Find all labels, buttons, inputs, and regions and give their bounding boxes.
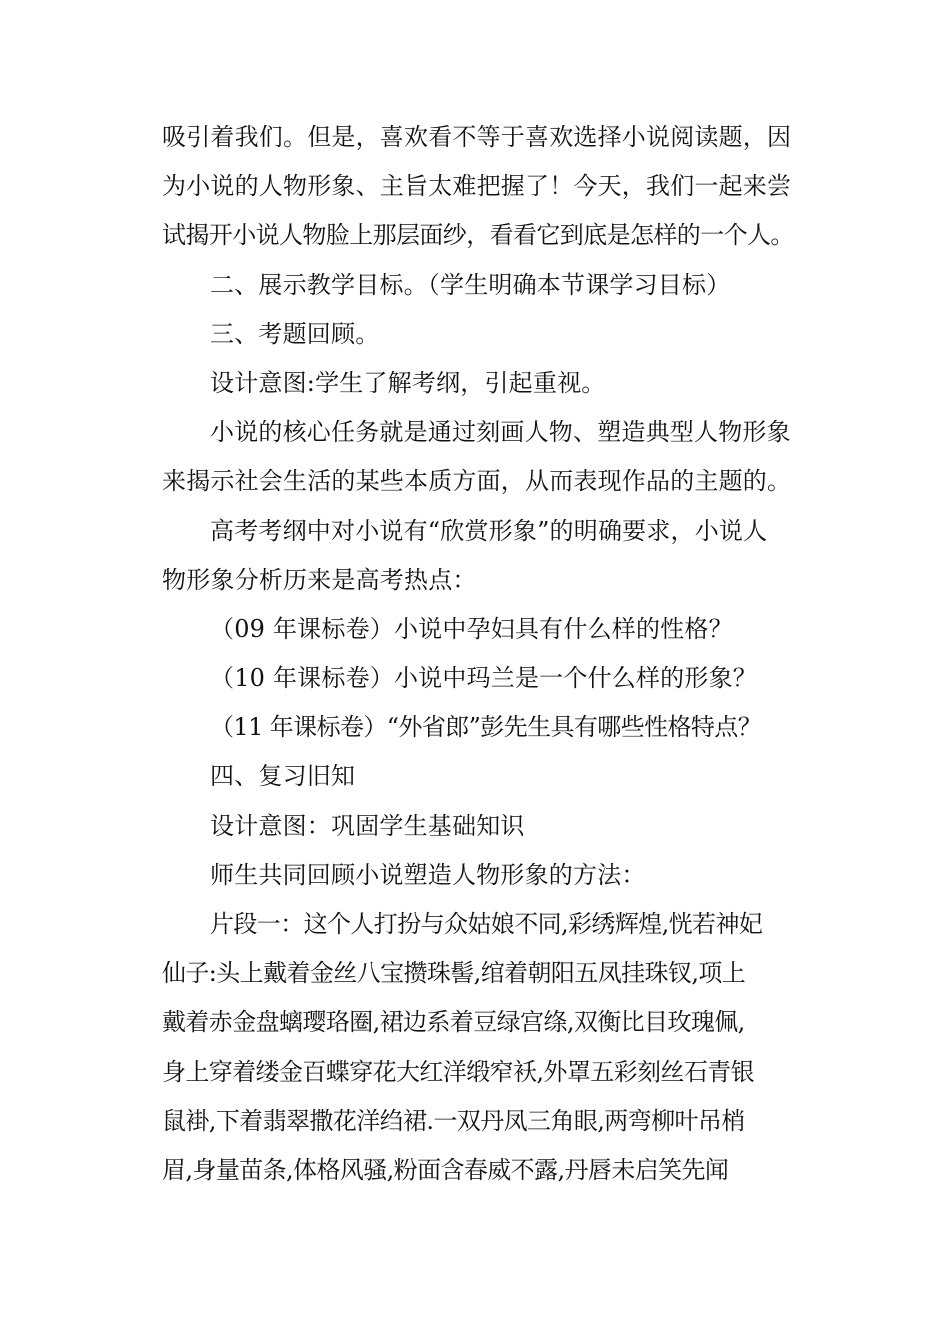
text-line: 设计意图：巩固学生基础知识 (210, 811, 525, 840)
text-line: 鼠褂,下着翡翠撒花洋绉裙.一双丹凤三角眼,两弯柳叶吊梢 (162, 1106, 745, 1135)
text-line: 师生共同回顾小说塑造人物形象的方法： (210, 860, 646, 889)
text-line: 戴着赤金盘螭璎珞圈,裙边系着豆绿宫绦,双衡比目玫瑰佩, (162, 1008, 745, 1037)
text-line: 仙子:头上戴着金丝八宝攒珠髻,绾着朝阳五凤挂珠钗,项上 (162, 959, 746, 988)
text-line: 小说的核心任务就是通过刻画人物、塑造典型人物形象 (210, 418, 791, 447)
text-line: 试揭开小说人物脸上那层面纱，看看它到底是怎样的一个人。 (162, 221, 794, 250)
text-line: 高考考纲中对小说有“欣赏形象”的明确要求，小说人 (210, 516, 768, 545)
section-heading: 三、考题回顾。 (210, 319, 380, 348)
exam-question: （09 年课标卷）小说中孕妇具有什么样的性格？ (210, 614, 733, 643)
exam-question: （11 年课标卷）“外省郎”彭先生具有哪些性格特点？ (210, 713, 762, 742)
text-line: 物形象分析历来是高考热点： (162, 565, 477, 594)
text-line: 眉,身量苗条,体格风骚,粉面含春威不露,丹唇未启笑先闻 (162, 1155, 729, 1184)
section-heading: 四、复习旧知 (210, 762, 356, 791)
text-line: 片段一：这个人打扮与众姑娘不同,彩绣辉煌,恍若神妃 (210, 910, 763, 938)
text-line: 为小说的人物形象、主旨太难把握了！今天，我们一起来尝 (162, 172, 792, 201)
section-heading: 二、展示教学目标。（学生明确本节课学习目标） (210, 270, 731, 299)
text-line: 身上穿着缕金百蝶穿花大红洋缎窄袄,外罩五彩刻丝石青银 (162, 1057, 755, 1086)
exam-question: （10 年课标卷）小说中玛兰是一个什么样的形象？ (210, 664, 757, 693)
text-line: 来揭示社会生活的某些本质方面，从而表现作品的主题的。 (162, 467, 792, 496)
text-line: 吸引着我们。但是，喜欢看不等于喜欢选择小说阅读题，因 (162, 123, 792, 151)
document-body (162, 113, 822, 1195)
text-line: 设计意图:学生了解考纲，引起重视。 (210, 368, 606, 397)
